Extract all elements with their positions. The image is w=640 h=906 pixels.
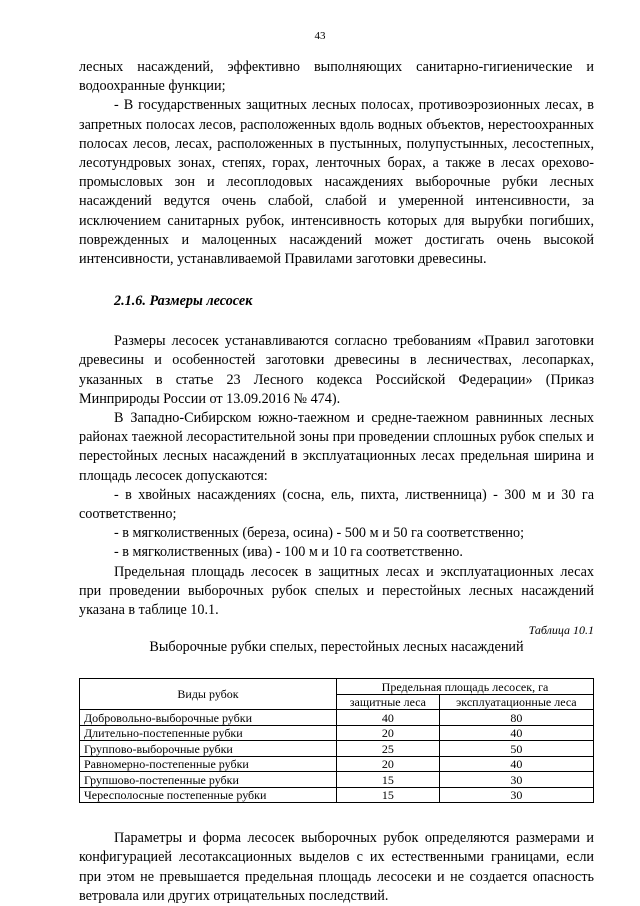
cell-protective: 15 xyxy=(337,772,440,788)
cell-protective: 15 xyxy=(337,787,440,803)
header-protective: защитные леса xyxy=(337,694,440,710)
cell-exploitation: 80 xyxy=(439,710,593,726)
paragraph: лесных насаждений, эффективно выполняющих санитарно-гигиенические и водоохранные функции; xyxy=(79,59,594,95)
table-title: Выборочные рубки спелых, перестойных лесных насаждений xyxy=(149,639,524,656)
cell-name: Группово-выборочные рубки xyxy=(80,741,337,757)
cell-name: Групшово-постепенные рубки xyxy=(80,772,337,788)
paragraph: В Западно-Сибирском южно-таежном и средне-таежном равнинных лесных районах таежной лесорастительной зоны при проведении сплошных рубок спелых и перестойных лесных насаждений в эксплуатационных лесах предельная ширина и площадь лесосек допускаются: xyxy=(79,410,594,484)
logging-table xyxy=(79,678,594,803)
paragraph: - В государственных защитных лесных полосах, противоэрозионных лесах, в запретных полосах лесов, расположенных вдоль водных объектов, нерестоохранных полосах лесов, лесах, расположенных в пустынных, полупустынных, лесостепных, лесотундровых зонах, степях, горах, ленточных борах, а также в лесах орехово-промысловых зон и лесоплодовых насаждениях выборочные рубки лесных насаждений ведутся очень слабой, слабой и умеренной интенсивности, за исключением санитарных рубок, интенсивность которых для вырубки погибших, поврежденных и малоценных насаждений может достигать очень высокой интенсивности, устанавливаемой Правилами заготовки древесины. xyxy=(79,97,594,268)
cell-protective: 20 xyxy=(337,756,440,772)
cell-name: Длительно-постепенные рубки xyxy=(80,725,337,741)
cell-exploitation: 30 xyxy=(439,787,593,803)
cell-name: Добровольно-выборочные рубки xyxy=(80,710,337,726)
table-row xyxy=(80,756,594,772)
table-row xyxy=(80,787,594,803)
paragraph: Параметры и форма лесосек выборочных рубок определяются размерами и конфигурацией лесотаксационных выделов с их естественными границами, если при этом не превышается предельная площадь лесосеки и не создается опасность ветровала или других отрицательных последствий. xyxy=(79,830,594,904)
cell-exploitation: 40 xyxy=(439,756,593,772)
page-content xyxy=(79,58,594,906)
cell-protective: 20 xyxy=(337,725,440,741)
cell-name: Равномерно-постепенные рубки xyxy=(80,756,337,772)
header-cutting-type: Виды рубок xyxy=(80,679,337,710)
cell-exploitation: 40 xyxy=(439,725,593,741)
table-row xyxy=(80,741,594,757)
section-heading: 2.1.6. Размеры лесосек xyxy=(114,293,253,310)
header-area-group: Предельная площадь лесосек, га xyxy=(337,679,594,695)
cell-protective: 40 xyxy=(337,710,440,726)
list-item: - в мягколиственных (ива) - 100 м и 10 га соответственно. xyxy=(114,544,463,561)
table-caption: Таблица 10.1 xyxy=(528,623,594,638)
header-exploitation: эксплуатационные леса xyxy=(439,694,593,710)
table-row xyxy=(80,725,594,741)
table-row xyxy=(80,710,594,726)
list-item: - в хвойных насаждениях (сосна, ель, пихта, лиственница) - 300 м и 30 га соответственно; xyxy=(79,486,594,523)
table-row xyxy=(80,772,594,788)
cell-exploitation: 30 xyxy=(439,772,593,788)
page-number: 43 xyxy=(314,30,326,42)
list-item: - в мягколиственных (береза, осина) - 500 м и 50 га соответственно; xyxy=(114,525,525,542)
paragraph: Предельная площадь лесосек в защитных лесах и эксплуатационных лесах при проведении выборочных рубок спелых и перестойных лесных насаждений указана в таблице 10.1. xyxy=(79,563,594,619)
cell-exploitation: 50 xyxy=(439,741,593,757)
paragraph: Размеры лесосек устанавливаются согласно требованиям «Правил заготовки древесины и особенностей заготовки древесины в лесничествах, лесопарках, указанных в статье 23 Лесного кодекса Российской Федерации» (Приказ Минприроды России от 13.09.2016 № 474). xyxy=(79,333,594,407)
cell-name: Чересполосные постепенные рубки xyxy=(80,787,337,803)
cell-protective: 25 xyxy=(337,741,440,757)
